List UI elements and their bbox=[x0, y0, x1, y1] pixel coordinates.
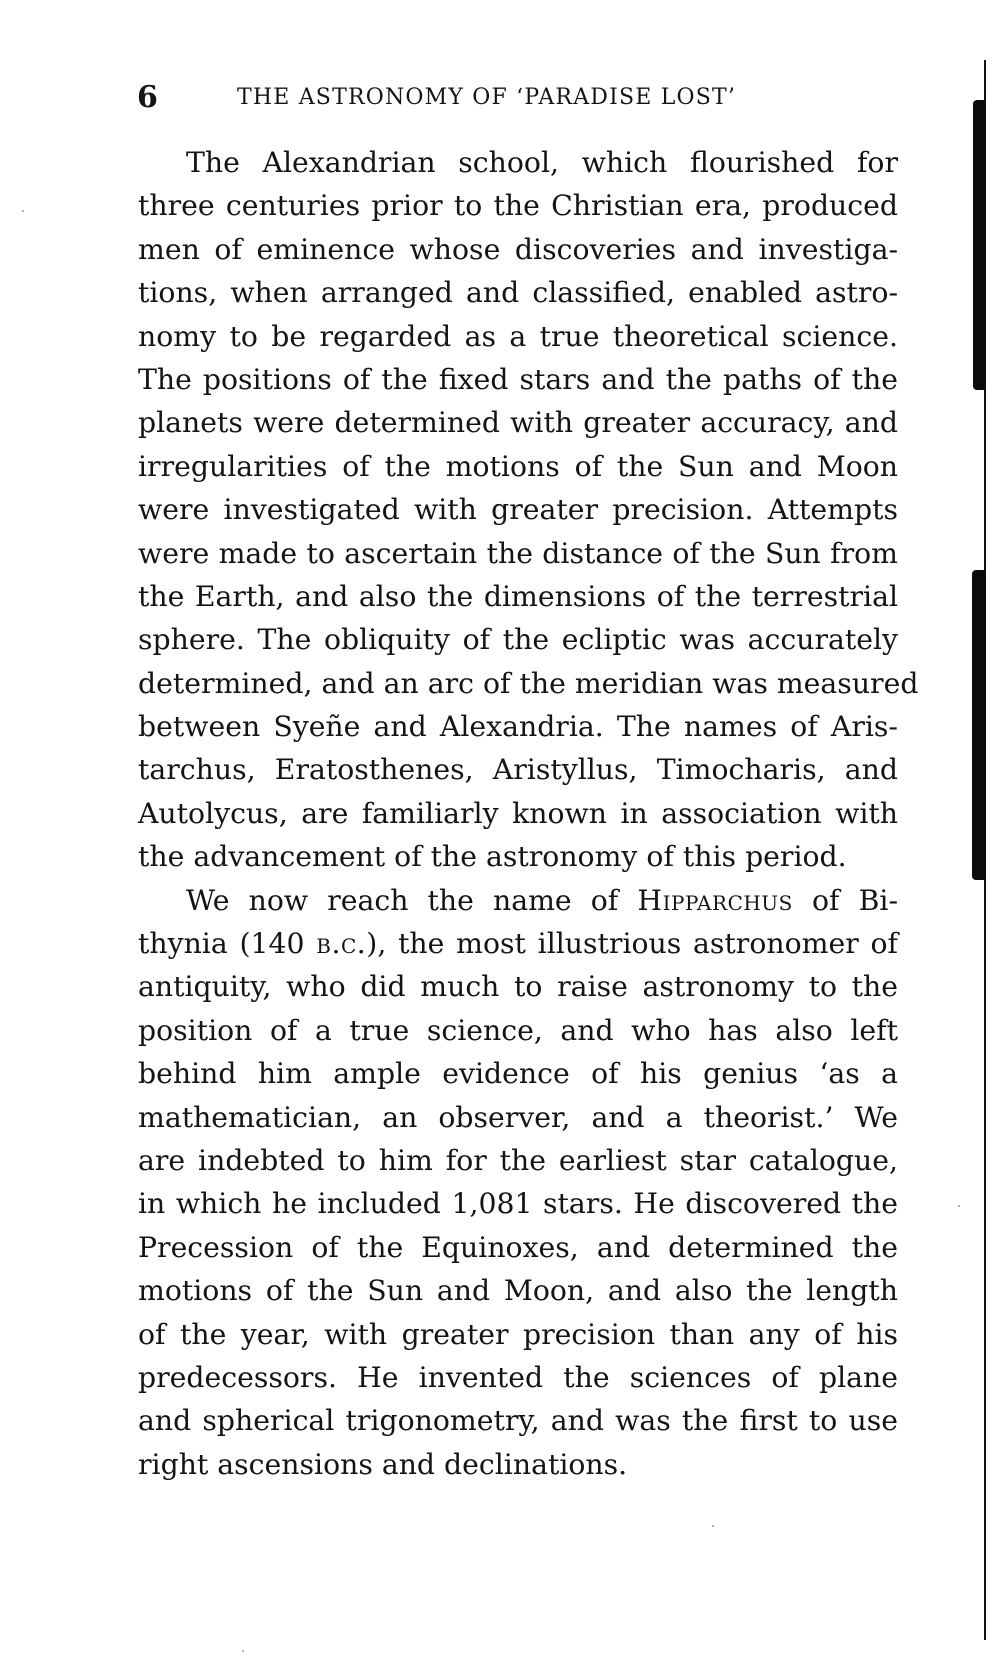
text-line: the Earth, and also the dimensions of the terrestrial bbox=[138, 579, 898, 613]
text-line: of the year, with greater precision than any of his bbox=[138, 1317, 898, 1351]
text-line: irregularities of the motions of the Sun and Moon bbox=[138, 449, 898, 483]
text-line: The positions of the fixed stars and the paths of the bbox=[138, 362, 898, 396]
paragraph-alexandrian-school bbox=[138, 141, 919, 879]
text-line: sphere. The obliquity of the ecliptic was accurately bbox=[138, 623, 898, 657]
text-line: motions of the Sun and Moon, and also the length bbox=[138, 1274, 898, 1308]
paragraph-hipparchus bbox=[138, 879, 898, 1486]
text-fragment: of Bi- bbox=[792, 883, 899, 917]
text-line: predecessors. He invented the sciences of plane bbox=[138, 1360, 898, 1394]
text-line: nomy to be regarded as a true theoretical science. bbox=[138, 319, 898, 353]
text-line: Autolycus, are familiarly known in association with bbox=[138, 796, 898, 830]
page-header bbox=[137, 78, 897, 118]
text-line bbox=[138, 922, 898, 965]
text-line: in which he included 1,081 stars. He discovered the bbox=[138, 1187, 898, 1221]
text-line: are indebted to him for the earliest star catalogue, bbox=[138, 1143, 898, 1177]
text-line: antiquity, who did much to raise astronomy to the bbox=[138, 970, 898, 1004]
page-number: 6 bbox=[137, 80, 158, 115]
paper-speck bbox=[242, 1650, 244, 1652]
text-line: behind him ample evidence of his genius ‘as a bbox=[138, 1057, 898, 1091]
paper-speck bbox=[712, 1525, 714, 1527]
paper-speck bbox=[22, 210, 24, 212]
text-line: tarchus, Eratosthenes, Aristyllus, Timocharis, and bbox=[138, 753, 898, 787]
text-line: and spherical trigonometry, and was the first to use bbox=[138, 1404, 898, 1438]
paper-speck bbox=[958, 1205, 960, 1207]
text-line: right ascensions and declinations. bbox=[138, 1447, 628, 1481]
text-line: Precession of the Equinoxes, and determined the bbox=[138, 1230, 898, 1264]
era-abbreviation: b.c. bbox=[316, 927, 367, 961]
text-line: The Alexandrian school, which flourished for bbox=[186, 146, 898, 179]
text-line: tions, when arranged and classified, enabled astro- bbox=[138, 276, 898, 310]
text-line: the advancement of the astronomy of this period. bbox=[138, 840, 847, 874]
text-line: mathematician, an observer, and a theorist.’ We bbox=[138, 1100, 898, 1134]
text-line: were investigated with greater precision. Attempts bbox=[138, 493, 898, 527]
text-line: determined, and an arc of the meridian was measured bbox=[138, 666, 919, 700]
text-line: position of a true science, and who has also left bbox=[138, 1013, 898, 1047]
text-line: three centuries prior to the Christian era, produced bbox=[138, 189, 898, 223]
text-line: planets were determined with greater accuracy, and bbox=[138, 406, 898, 440]
hipparchus-name: Hipparchus bbox=[637, 883, 793, 917]
text-fragment: thynia (140 bbox=[138, 927, 317, 961]
text-line bbox=[138, 879, 898, 922]
text-fragment: We now reach the name of bbox=[186, 883, 638, 917]
text-fragment: ), the most illustrious astronomer of bbox=[366, 927, 898, 961]
text-line: were made to ascertain the distance of the Sun from bbox=[138, 536, 898, 570]
running-head: THE ASTRONOMY OF ‘PARADISE LOST’ bbox=[237, 85, 737, 110]
scan-edge-shadow bbox=[973, 100, 985, 390]
text-line: men of eminence whose discoveries and investiga- bbox=[138, 232, 898, 266]
scan-edge-shadow bbox=[972, 570, 986, 880]
body-text bbox=[138, 141, 919, 1486]
text-line: between Syeñe and Alexandria. The names of Aris- bbox=[138, 710, 898, 744]
